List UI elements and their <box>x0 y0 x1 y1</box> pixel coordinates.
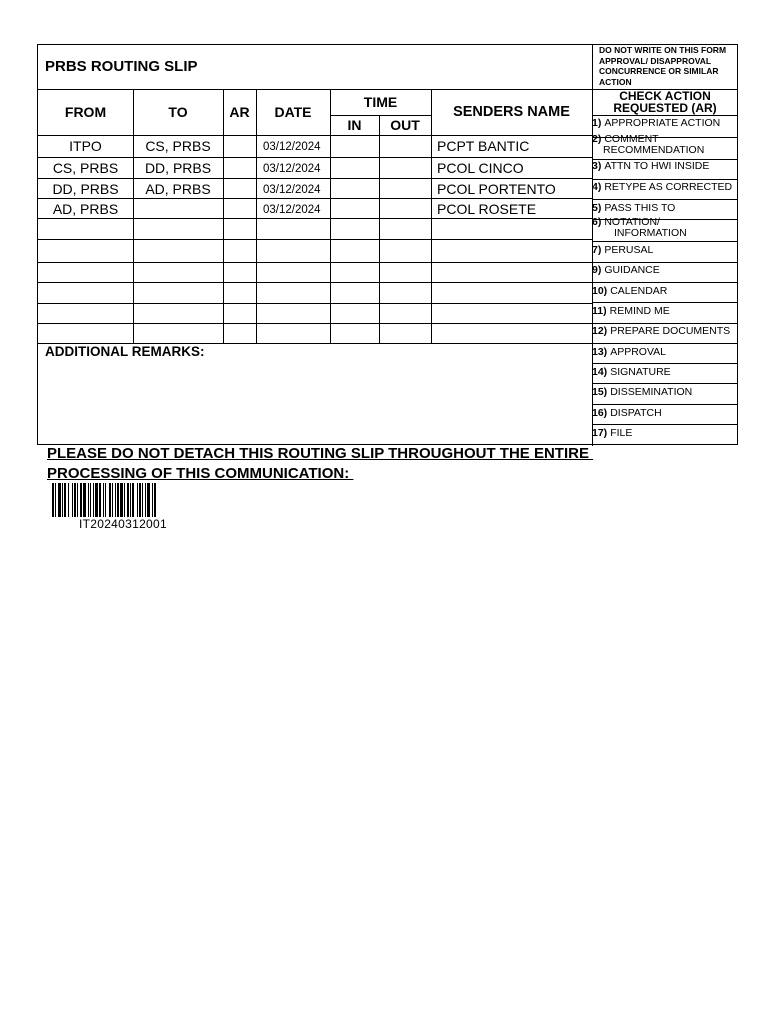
notice-line-1: PLEASE DO NOT DETACH THIS ROUTING SLIP THROUGHOUT THE ENTIRE <box>47 445 594 462</box>
barcode-bar <box>109 483 111 517</box>
barcode-bar <box>132 483 134 517</box>
cell-sender-name: PCOL PORTENTO <box>437 181 556 197</box>
header-out: OUT <box>390 117 420 133</box>
divider <box>330 89 331 343</box>
divider <box>592 302 737 303</box>
action-number: 4) <box>592 181 602 193</box>
action-label-continued: RECOMMENDATION <box>603 144 705 156</box>
divider <box>592 199 737 200</box>
action-label: SIGNATURE <box>610 366 671 378</box>
divider <box>223 89 224 343</box>
cell-to: DD, PRBS <box>144 160 212 176</box>
action-label: NOTATION/ <box>604 216 660 228</box>
warning-note: DO NOT WRITE ON THIS FORM APPROVAL/ DISAPPROVAL CONCURRENCE OR SIMILAR ACTION <box>599 45 727 87</box>
barcode-bar <box>147 483 150 517</box>
check-action-item <box>592 306 738 317</box>
action-label: CALENDAR <box>610 285 668 297</box>
divider <box>592 115 737 116</box>
action-label: DISPATCH <box>610 407 662 419</box>
header-to: TO <box>168 104 188 120</box>
divider <box>592 323 737 324</box>
action-label: RETYPE AS CORRECTED <box>604 181 733 193</box>
routing-slip-form <box>37 44 738 445</box>
divider <box>379 115 380 343</box>
barcode-bar <box>90 483 91 517</box>
barcode-bar <box>112 483 113 517</box>
cell-from: ITPO <box>69 138 102 154</box>
action-number: 7) <box>592 244 602 256</box>
barcode-bar <box>145 483 146 517</box>
notice-line-2: PROCESSING OF THIS COMMUNICATION: <box>47 465 354 482</box>
check-action-item <box>592 347 738 358</box>
action-number: 1) <box>592 117 602 129</box>
barcode-bar <box>64 483 66 517</box>
header-senders-name: SENDERS NAME <box>453 104 570 120</box>
divider <box>38 282 592 283</box>
barcode-bar <box>139 483 141 517</box>
barcode-bar <box>68 483 69 517</box>
check-action-item <box>592 367 738 378</box>
divider <box>592 424 737 425</box>
action-number: 15) <box>592 386 608 398</box>
barcode-bar <box>74 483 76 517</box>
barcode-bar <box>120 483 123 517</box>
cell-from: CS, PRBS <box>52 160 119 176</box>
header-time: TIME <box>363 94 398 110</box>
barcode-bar <box>80 483 82 517</box>
barcode-bar <box>130 483 131 517</box>
barcode-bar <box>62 483 63 517</box>
action-label: PREPARE DOCUMENTS <box>610 325 731 337</box>
divider <box>592 383 737 384</box>
action-number: 2) <box>592 133 602 145</box>
divider <box>592 262 737 263</box>
detach-notice <box>47 444 647 484</box>
cell-from: AD, PRBS <box>52 201 119 217</box>
divider <box>38 262 592 263</box>
barcode-bar <box>154 483 156 517</box>
action-number: 5) <box>592 202 602 214</box>
barcode-bar <box>105 483 106 517</box>
check-action-header: CHECK ACTION REQUESTED (AR) <box>613 89 717 115</box>
barcode-bar <box>117 483 119 517</box>
action-label: REMIND ME <box>609 305 670 317</box>
header-from: FROM <box>64 104 107 120</box>
barcode-bar <box>115 483 116 517</box>
action-label: ATTN TO HWI INSIDE <box>604 160 710 172</box>
header-ar: AR <box>229 104 250 120</box>
header-date: DATE <box>274 104 312 120</box>
barcode <box>52 483 194 517</box>
cell-sender-name: PCPT BANTIC <box>437 138 530 154</box>
action-label-continued: INFORMATION <box>614 227 687 239</box>
action-label: APPROVAL <box>610 346 667 358</box>
action-label: FILE <box>610 427 633 439</box>
action-number: 14) <box>592 366 608 378</box>
barcode-bar <box>88 483 89 517</box>
action-label: APPROPRIATE ACTION <box>604 117 721 129</box>
check-action-item <box>592 118 738 129</box>
check-action-item <box>592 182 738 193</box>
cell-to: CS, PRBS <box>145 138 211 154</box>
barcode-bar <box>137 483 138 517</box>
divider <box>38 198 592 199</box>
divider <box>256 89 257 343</box>
barcode-bar <box>95 483 98 517</box>
divider <box>592 404 737 405</box>
divider <box>38 178 592 179</box>
check-action-item <box>592 428 738 439</box>
header-in: IN <box>347 117 362 133</box>
divider <box>38 303 592 304</box>
check-action-item <box>592 326 738 337</box>
action-number: 12) <box>592 325 608 337</box>
check-action-item <box>592 387 738 398</box>
cell-date: 03/12/2024 <box>263 184 321 196</box>
check-action-item <box>592 245 738 256</box>
barcode-bar <box>93 483 94 517</box>
divider <box>592 241 737 242</box>
divider <box>133 89 134 343</box>
additional-remarks-label: ADDITIONAL REMARKS: <box>45 344 205 359</box>
divider <box>38 135 592 136</box>
action-label: COMMENT <box>604 133 659 145</box>
cell-sender-name: PCOL ROSETE <box>437 201 537 217</box>
barcode-bar <box>127 483 129 517</box>
action-number: 13) <box>592 346 608 358</box>
barcode-number: IT20240312001 <box>79 517 167 531</box>
divider <box>38 323 592 324</box>
cell-from: DD, PRBS <box>52 181 119 197</box>
check-action-item <box>592 134 738 156</box>
barcode-bar <box>124 483 125 517</box>
divider <box>592 179 737 180</box>
check-action-item <box>592 203 738 214</box>
action-number: 17) <box>592 427 608 439</box>
form-title: PRBS ROUTING SLIP <box>45 58 198 75</box>
divider <box>592 282 737 283</box>
check-action-item <box>592 286 738 297</box>
cell-date: 03/12/2024 <box>263 141 321 153</box>
check-action-item <box>592 408 738 419</box>
barcode-bar <box>52 483 54 517</box>
divider <box>592 363 737 364</box>
barcode-bar <box>58 483 61 517</box>
barcode-bar <box>152 483 153 517</box>
action-label: PASS THIS TO <box>604 202 676 214</box>
barcode-bar <box>142 483 143 517</box>
divider <box>431 89 432 343</box>
barcode-bar <box>55 483 56 517</box>
action-label: DISSEMINATION <box>610 386 693 398</box>
cell-to: AD, PRBS <box>145 181 211 197</box>
cell-date: 03/12/2024 <box>263 204 321 216</box>
action-number: 10) <box>592 285 608 297</box>
barcode-bar <box>83 483 86 517</box>
action-number: 6) <box>592 216 602 228</box>
action-label: GUIDANCE <box>604 264 660 276</box>
check-action-item <box>592 265 738 276</box>
barcode-bar <box>103 483 104 517</box>
divider <box>592 343 737 344</box>
barcode-bar <box>72 483 73 517</box>
action-label: PERUSAL <box>604 244 654 256</box>
divider <box>330 115 431 116</box>
divider <box>38 218 592 219</box>
cell-sender-name: PCOL CINCO <box>437 160 524 176</box>
action-number: 9) <box>592 264 602 276</box>
barcode-bar <box>99 483 101 517</box>
divider <box>38 157 592 158</box>
action-number: 11) <box>592 305 607 317</box>
action-number: 3) <box>592 160 602 172</box>
barcode-bar <box>77 483 78 517</box>
divider <box>38 239 592 240</box>
action-number: 16) <box>592 407 608 419</box>
cell-date: 03/12/2024 <box>263 163 321 175</box>
check-action-item <box>592 217 738 239</box>
check-action-item <box>592 161 738 172</box>
